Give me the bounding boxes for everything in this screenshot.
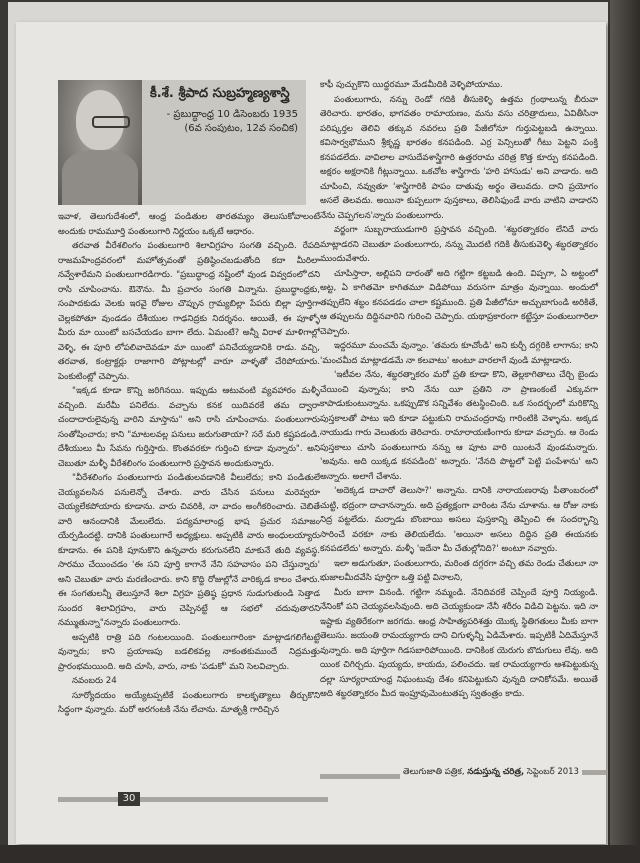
paragraph: సూర్యోదయం అయ్యేటప్పటికే పంతులుగారు కాలకృత్యాలు తీర్చుకొని సిద్ధంగా వున్నారు. మరో అరగంటకి నేను లేచాను. మాతృశ్రీ గారిచ్చిన xyxy=(58,690,320,715)
paragraph: మీరు బాగా వినండి. గట్టిగా నమ్మండి. నేనిదివరకే చెప్పిందే పూర్తి నియ్యండి. నేనింకో పని చెయ్యవలసివుంది. అది చెయ్యకుండా నేనీ శరీరం విడిచి పెట్టను. ఇది నా ఇష్టాకు వ్యతిరేకంగా జరగదు. ఆంధ్ర సాహిత్యపరిశత్తు యొక్క స్థితిగతులు మీకు బాగా తెలుసు. జయంతి రామయ్యగారు దాని చిగుళ్ళన్నీ ఏడిమేశారు. ఇప్పటికీ ఏదిమేస్తూనే వున్నారు. అది పూర్తిగా గిడసబారిపోయింది. దానికింక యెరుగు బొదుగులు లేవు. అది యింక చిగిర్చదు. పుయ్యదు, కాయదు, పలించదు. ఇక రామయ్యగారు ఆశపెట్టుకున్న దల్లా సూర్యరాయాంధ్ర నిఘంటువు దేశం కనిపెట్టుకుని వున్నది దానికోసమే. అయితే అది శబ్దరత్నాకరం మీద ఇంప్రూవుమెంటుతప్ప స్వతంత్రం కాదు. xyxy=(320,587,598,699)
paragraph: ఇవాళ, తెలుగుదేశంలో, ఆంధ్ర పండితుల తారతమ్యం తెలుసుకోవాలంటే అందుకు రామమూర్తి పంతులుగారి నిర్ణయం ఒక్కటే ఆధారం. xyxy=(58,212,320,237)
right-column xyxy=(320,78,598,702)
paragraph: అప్పటికి రాత్రి పది గంటలయింది. పంతులుగారింకా మాట్లాడగలిగేటట్టే వున్నారు; కాని ప్రయాణపు బడలికవల్ల నాకంతకుముందే నిద్రమత్తు ప్రారంభమయింది. అది చూసి, వారు, నాకు 'పడుకో' మని సెలవిచ్చారు. xyxy=(58,632,320,672)
author-portrait xyxy=(58,80,142,205)
credit-magazine: నడుస్తున్న చరిత్ర, xyxy=(467,767,525,777)
footer-rule-left xyxy=(58,797,328,802)
date-heading: నవంబరు 24 xyxy=(72,676,117,686)
source-line: - ప్రబుద్ధాంధ్ర 10 డిసెంబరు 1935 xyxy=(166,109,298,120)
paragraph: ఇద్దరమూ మంచమే వున్నాం. 'తమరు కూచోండి' అని కుర్చీ దగ్గరికి లాగాను; కాని 'మంచమీద మాట్లాడడమే నా కలవాటు' అంటూ వారలాగే వుండి మాట్లాడారు. xyxy=(320,341,598,366)
scanner-edge-bottom xyxy=(0,845,640,863)
footer-rule-right xyxy=(320,774,400,779)
paragraph: తరవాత వీరేశలింగం పంతులుగారి శిలావిగ్రహం సంగతి వచ్చింది. రేపది రాజమహేంద్రవరంలో మహోత్సవంతో ప్రతిష్ఠించబడుతోంది కదా మీరిలా నవ్వేశారేమని పంతులుగారడిగారు. "ప్రబుద్ధాంధ్ర నష్టింలో వుండ వివ్వదంలో'దని రాసి చూపించాను. ఔనౌను. మీ ప్రచారం సంగతి విన్నాను. ప్రబుద్ధాంధ్రకు, సంపాదకుడు వెలకు ఇరవై రోజుల చొప్పున గ్రామ్యబిల్లా పేపరు బిల్లా పూర్తిగా చెల్లకపోతూ వుండడం దేశీయుల గాఢనిద్రకు నిదర్శనం. ఆయితే, ఈ పూళ్ళో మీరు మా యింటో బసచేయడం బాగా లేదు. ఏమంటే? అన్నీ విరాళ మాళిగాల్లో వెళ్ళి, ఈ పూరి లోపలివాదెవడూ మా యింటో పనిచేయ్యడానికి రాడు. వచ్చి, తరవాత, కంట్రాక్టర్లు రాజాగారి పోట్లాటల్లో వారూ వాళ్ళతో చేరిపోయారు. పెంకుటింట్లో చెప్పాను. xyxy=(58,241,320,382)
paragraph: "ఇక్కడ కూడా కొన్ని జరిగినయి. ఇప్పుడు ఆటువంటి వ్యవహారం మళ్ళీ వచ్చింది. మరేమీ పనిలేదు. వచ్చాను కనక యిదివరకే తమ ద్వారా చందాదారులైవున్న వారిని మాస్తాను" అని రాసి చూపించాను. పంతులుగారు సంతోషించారు; కాని "మాటలవల్ల పనులు జరుగుతాయా? సరే మరి కష్టపడండి. దేశీయులు మీ సేవను గుర్తిస్తారు. కొంతవరకూ గుర్తించి కూడా వున్నారు". అని చెబుతూ మళ్ళీ వీరేశలింగం పంతులుగారి ప్రస్తావన అందుకున్నారు. xyxy=(58,386,320,469)
paragraph: ఇలా అడుగుతూ, పంతులుగారు, మరింత దగ్గరగా వచ్చి తమ రెండు చేతులూ నా భుజాలమీదవేసి పూర్తిగా ఒత్తి పట్టి వినాలని, xyxy=(320,558,598,583)
paragraph: చూపిస్తారా, అల్లిపని దారంతో అది గట్టిగా కట్టబడి ఉంది. విప్పగా, ఏ అట్టంలో అట్ట, ఏ కాగితమో కాగితమూ విడిపోయి వరుసగా మాత్రం వున్నాయి. అందులో తప్పులేని శబ్దం కనపడడం చాలా కష్టముంది. ప్రతి పేజీలోనూ అచ్చుబాగుండి అరికితే, ఆ తప్పులను దిద్దినవారిని గురించి చెప్పారు. యథాప్రకారంగా కట్టేస్తూ పంతులుగారిలా చెప్పారు. xyxy=(320,268,598,337)
left-column xyxy=(58,210,320,718)
article-title: కీ.శే. శ్రీపాద సుబ్రహ్మణ్యశాస్త్రి xyxy=(150,86,290,101)
article-header-box xyxy=(58,80,306,205)
portrait-body xyxy=(62,150,138,205)
issue-line: (6వ సంపుటం, 12వ సంచిక) xyxy=(184,123,298,134)
portrait-glasses xyxy=(92,116,130,128)
scanner-edge-right xyxy=(610,0,640,863)
article-source xyxy=(167,108,298,136)
footer-credit xyxy=(403,767,579,779)
paragraph: వర్జంగా సుబ్బరాయుడుగారి ప్రస్తావన వచ్చింది. 'శబ్దరత్నాకరం లేనిదే వారు మాట్లాడరని చెబుతూ పంతులుగారు, నన్ను మొదటి గదికి తీసుకువెళ్ళి శబ్దరత్నాకరం ముందువేశారు. xyxy=(320,225,598,264)
paragraph: "వీరేశలింగం పంతులుగారు పండితులవడానికి వీలులేదు; కాని పండితులే చెయ్యవలసిన పనులెన్నో చేశారు. వారు చేసిన పనులు మరెవ్వరూ చెయ్యలేకపోయారు కూడాను. వారు చివరికి, నా వాదం అంగీకరించారు. చెబితే వారి ఆనందానికి మేలులేదు. పద్యమాలాంధ్ర భాష ప్రచుర సమాజం యేర్పడిందట్టి. దానికి పంతులుగారే అధ్యక్షులు. అప్పటికి వారు అంధులయ్యారు కూడాను. ఈ పనికి పూనుకొని ఉన్నవారు కరుగునలేని మాకునే తుది వ్యవస్థ. సారము చేయించడం 'ఈ సని పూర్తి కాగానే నేని సహవాసం పని చేస్తున్నారు' అని చెబుతూ వారు మరణించారు. కాని కొద్ది రోజుల్లోనే వారిక్కడ కాలం చేశారు. ఈ సంగతులన్నీ తెలుస్తూనే శిలా విగ్రహ ప్రతిష్ఠ ప్రధాన సుడుగుతుండి సెత్తాడ సుందర శిలావిగ్రహం, వారు చెప్పినట్టే ఆ సభలో చదువుతారని నమ్ముతున్నా"నన్నారు పంతులుగారు. xyxy=(58,473,320,628)
paragraph: 'ఇటీవల నేను, శబ్దరత్నాకరం మరో ప్రతి కూడా కొని, తెల్లకాగితాలు చేర్చి బైండు చేయించి వున్నాను; కాని నేను యీ ప్రతిని నా ప్రాణంకంటే ఎక్కువగా కాపాడుకుంటున్నాను. ఒకప్పుడొక సన్నివేశం తటస్థించింది. ఒక సందర్భంలో మరికొన్ని పుస్తకాలతో పాటు ఇది కూడా పట్టుకుని రామచంద్రరావు గారింటికి వెళ్ళాను. అక్కడ నాయుడు గారు వెలుతురు తెరిచారు. రామారాయణింగారు కూడా వచ్చారు. ఆ రెండు పుస్తకాలు చూసి పంతులుగారు నన్ను ఆ పూట వారి యింటనే వుండమన్నారు. 'అవును. అది యిక్కడ కనపడింది' అన్నారు. 'నేనది పొట్టలో పెట్టి పంపేశాను' అని అన్నారు. అలాగే చేశాను. xyxy=(320,370,598,482)
page-number: 30 xyxy=(118,792,140,806)
paragraph: 'అదెక్కడ దాచారో తెలుసా?' అన్నాను. దానికి నారాయణరావు పీతాంబరంలో చుట్టి, భద్రంగా దాచానన్నారు. అది ప్రత్యక్షంగా వారింట నేను చూశాను. ఆ రోజు నాకు నిద్ర పట్టలేదు. మర్నాడు బొంబాయి అసలు పుస్తకాన్ని తెప్పించి ఈ సందర్భాన్ని సారించే వరకూ నాకు తెలియలేదు. 'అయినా అసలు దిద్దిన ప్రతి ఈయనకు కనపడలేదు' అన్నారు. మళ్ళీ 'ఇదేనా మీ చేతుల్లోనిది?' అంటూ నవ్వారు. xyxy=(320,486,598,554)
paragraph: పంతులుగారు, నన్ను రెండో గదికి తీసుకెళ్ళి ఉత్తమ గ్రంథాలున్న బీరువా తెరిచారు. భారతం, భాగవతం రామాయణం, మను వసు చరిత్రాదులు, ఏవితీసినా పరిష్కర్తల తెలివి తక్కువ నవరలు ప్రతి పేజీలోనూ గుర్తుపెట్టబడి ఉన్నాయి. కవిసార్వభౌముని శ్రీకృష్ణ భారతం కనపడింది. ఎర్ర పెన్సిలుతో గీటు పెట్టని పంక్తి కనపడలేదు. వావిలాల వాసుదేవశాస్త్రిగారి ఉత్తరరామ చరిత్ర కొత్త కూర్పు కనపడింది. అక్షరం అక్షరానికి గీట్లున్నాయి. ఒకచోట శాస్త్రిగారు 'హరి హాసుడు' అని వాడారు. అది చూపించి, నవ్వుతూ 'శాస్త్రిగారికి పాపం దాతువు అర్థం తెలువదు. దాని ప్రయోగం అసలే తెలవదు. అయినా కుప్పలుగా పుస్తకాలు, తెలిసిఫుండే వారు వాటిని వాడారని నేను చెప్పగలన'న్నారు పంతులుగారు. xyxy=(320,94,598,221)
credit-date: సెప్టెంబర్ 2013 xyxy=(526,767,579,777)
credit-prefix: తెలుగుజాతి పత్రిక, xyxy=(403,767,465,777)
paragraph: కాఫీ పుచ్చుకొని యిద్దరమూ మేడమీదికి వెళ్ళిపోయాము. xyxy=(320,80,503,90)
footer-rule-right-end xyxy=(582,770,606,775)
